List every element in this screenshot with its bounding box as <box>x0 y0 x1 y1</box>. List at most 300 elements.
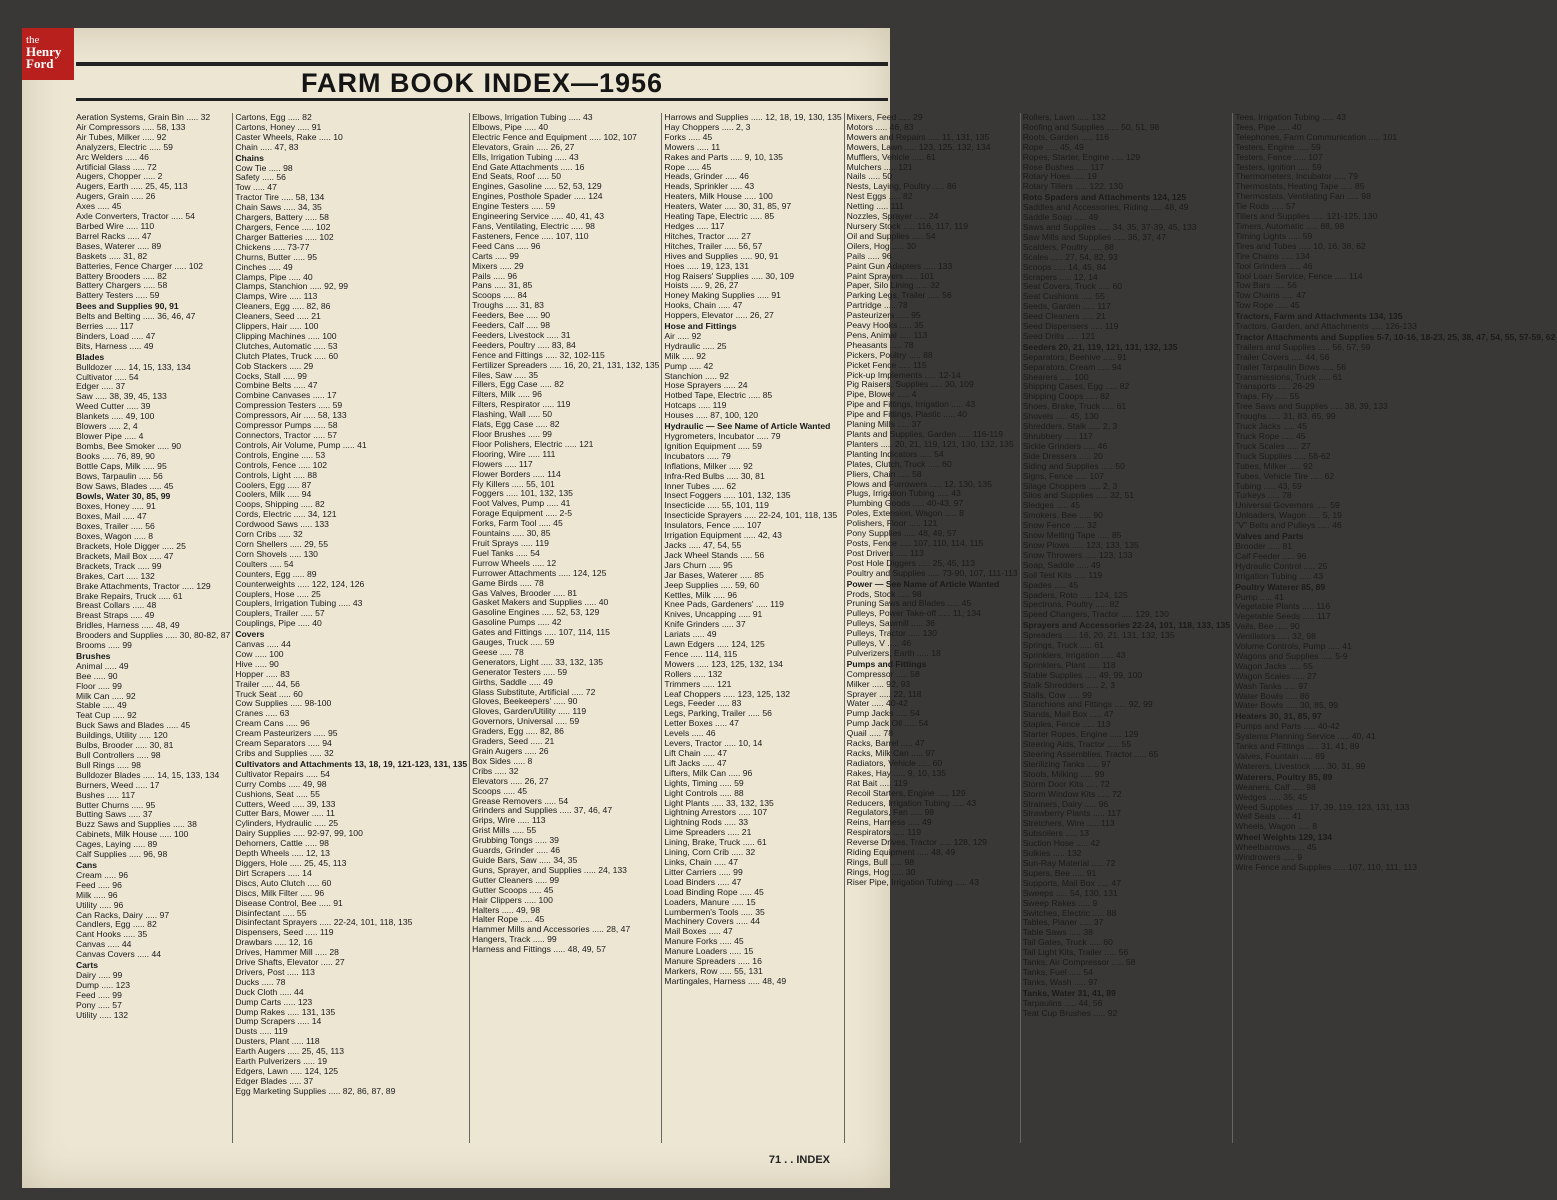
index-entry: Gas Valves, Brooder ..... 81 <box>472 587 578 598</box>
index-entry: Forks ..... 45 <box>664 131 713 142</box>
index-entry: Teat Cup ..... 92 <box>76 710 137 721</box>
index-entry: Pipe, Blower ..... 4 <box>846 389 917 400</box>
index-entry: Brooms ..... 99 <box>76 640 132 651</box>
index-entry: Pump Jacks ..... 54 <box>846 708 920 719</box>
index-entry: Picket Fence ..... 115 <box>846 359 927 370</box>
index-entry: Veils, Bee ..... 90 <box>1235 621 1300 632</box>
index-entry: Pump Jack Oil ..... 54 <box>846 718 929 729</box>
index-entry: Side Dressers ..... 20 <box>1022 450 1103 461</box>
logo-line-1: the <box>26 34 40 46</box>
index-entry: Geese ..... 78 <box>472 646 524 657</box>
index-entry: Flower Borders ..... 114 <box>472 468 561 479</box>
index-entry: Starter Ropes, Engine ..... 129 <box>1022 729 1139 740</box>
index-entry: Flowers ..... 117 <box>472 458 533 469</box>
index-entry: Foggers ..... 101, 132, 135 <box>472 488 573 499</box>
index-entry: Stable Supplies ..... 49, 99, 100 <box>1022 669 1143 680</box>
index-entry: Lift Chain ..... 47 <box>664 748 727 758</box>
index-entry: Belts and Belting ..... 36, 46, 47 <box>76 311 196 322</box>
index-entry: Cleaners, Seed ..... 21 <box>235 311 321 322</box>
index-entry: Clamps, Wire ..... 113 <box>235 291 318 302</box>
index-entry: Bottle Caps, Milk ..... 95 <box>76 460 167 471</box>
index-entry: Lights, Timing ..... 59 <box>664 777 744 788</box>
index-entry: Rings, Bull ..... 98 <box>846 856 915 867</box>
index-entry: Gates and Fittings ..... 107, 114, 115 <box>472 627 610 638</box>
index-entry: Flashing, Wall ..... 50 <box>472 409 553 420</box>
index-entry: Planting Indicators ..... 54 <box>846 448 944 459</box>
index-entry: Tree Saws and Supplies ..... 38, 39, 133 <box>1235 401 1388 412</box>
index-entry: Wheels, Wagon ..... 8 <box>1235 821 1318 832</box>
index-entry: Truck Seat ..... 60 <box>235 688 303 699</box>
index-entry: Cabinets, Milk House ..... 100 <box>76 829 189 840</box>
index-entry: Tire Chains ..... 134 <box>1235 250 1310 261</box>
index-entry: Cultivator Repairs ..... 54 <box>235 768 330 779</box>
index-entry: Letter Boxes ..... 47 <box>664 718 739 729</box>
title-rule-bottom <box>76 98 888 101</box>
index-entry: Gloves, Beekeepers' ..... 90 <box>472 696 578 707</box>
index-entry: Rakes and Parts ..... 9, 10, 135 <box>664 151 783 162</box>
index-entry: Manure Forks ..... 45 <box>664 936 744 947</box>
index-entry: Elevators, Grain ..... 26, 27 <box>472 141 575 152</box>
index-entry: Cant Hooks ..... 35 <box>76 929 148 940</box>
index-entry: Steering Aids, Tractor ..... 55 <box>1022 739 1132 750</box>
index-entry: Pulleys, Tractor ..... 130 <box>846 628 937 639</box>
index-entry: Game Birds ..... 78 <box>472 577 544 588</box>
index-entry: Electric Fence and Equipment ..... 102, 107 <box>472 131 637 142</box>
index-entry: Controls, Light ..... 88 <box>235 469 317 480</box>
index-entry: Hopper ..... 83 <box>235 668 290 679</box>
index-entry: Gutter Cleaners ..... 99 <box>472 874 560 885</box>
index-entry: Truck Rope ..... 45 <box>1235 431 1306 441</box>
index-entry: Boxes, Honey ..... 91 <box>76 501 156 512</box>
index-entry: Sweeps ..... 54, 130, 131 <box>1022 887 1118 898</box>
index-entry: Pumps and Fittings <box>846 658 927 669</box>
index-entry: Shoes, Brake, Truck ..... 61 <box>1022 401 1127 412</box>
index-entry: Brackets, Hole Digger ..... 25 <box>76 540 186 551</box>
index-entry: Tanks, Fuel ..... 54 <box>1022 966 1093 977</box>
index-entry: Jars Churn ..... 95 <box>664 559 733 570</box>
index-entry: Bridles, Harness ..... 48, 49 <box>76 620 180 631</box>
index-entry: Steering Assemblies, Tractor ..... 65 <box>1022 749 1159 759</box>
index-entry: Wash Tanks ..... 97 <box>1235 680 1308 691</box>
index-entry: Tow Chains ..... 47 <box>1235 290 1306 301</box>
index-entry: Clamps, Pipe ..... 40 <box>235 271 313 282</box>
index-entry: Thermostats, Ventilating Fan ..... 98 <box>1235 191 1371 202</box>
index-entry: Fillers, Egg Case ..... 82 <box>472 379 564 390</box>
index-entry: Knee Pads, Gardeners' ..... 119 <box>664 599 784 610</box>
index-entry: Roto Spaders and Attachments 124, 125 <box>1022 192 1187 203</box>
index-entry: Can Racks, Dairy ..... 97 <box>76 909 170 920</box>
index-entry: Lariats ..... 49 <box>664 629 717 640</box>
index-entry: Snow Melting Tape ..... 85 <box>1022 530 1122 541</box>
index-entry: Heads, Sprinkler ..... 43 <box>664 181 755 192</box>
index-entry: Cocks, Stall ..... 99 <box>235 370 307 381</box>
index-entry: Telephones, Farm Communication ..... 101 <box>1235 131 1398 142</box>
index-entry: Inflations, Milker ..... 92 <box>664 460 753 471</box>
index-entry: Load Binding Rope ..... 45 <box>664 886 764 897</box>
index-entry: Coulters ..... 54 <box>235 558 294 569</box>
index-entry: Sledges ..... 45 <box>1022 500 1081 511</box>
index-entry: Cylinders, Hydraulic ..... 25 <box>235 818 338 829</box>
index-entry: Riding Equipment ..... 48, 49 <box>846 847 956 858</box>
index-entry: Trimmers ..... 121 <box>664 678 732 689</box>
index-entry: Truck Jacks ..... 45 <box>1235 421 1307 432</box>
index-entry: Barrel Racks ..... 47 <box>76 230 152 241</box>
index-entry: Nozzles, Sprayer ..... 24 <box>846 211 939 222</box>
index-entry: Gasoline Pumps ..... 42 <box>472 617 562 628</box>
index-entry: Weaners, Calf ..... 98 <box>1235 781 1316 792</box>
index-entry: Carts <box>76 960 98 971</box>
index-entry: Reins, Harness ..... 49 <box>846 817 932 828</box>
index-entry: Scoops ..... 14, 45, 84 <box>1022 261 1107 272</box>
index-entry: Lightning Arrestors ..... 107 <box>664 807 768 818</box>
index-entry: Racks, Barrel ..... 47 <box>846 738 925 749</box>
index-entry: Animal ..... 49 <box>76 660 129 671</box>
index-entry: Gutter Scoops ..... 45 <box>472 884 554 895</box>
index-entry: Pumps and Parts ..... 40-42 <box>1235 721 1340 732</box>
index-entry: Ells, Irrigation Tubing ..... 43 <box>472 151 579 162</box>
index-entry: Tow Rope ..... 45 <box>1235 300 1300 311</box>
index-entry: Pony Supplies ..... 48, 49, 57 <box>846 528 957 539</box>
index-entry: Cribs and Supplies ..... 32 <box>235 748 334 758</box>
index-entry: Arc Welders ..... 46 <box>76 151 149 162</box>
index-entry: Filters, Milk ..... 96 <box>472 389 542 400</box>
index-entry: Charger Batteries ..... 102 <box>235 231 334 242</box>
index-column-7 <box>1232 113 1557 1143</box>
index-entry: Axle Converters, Tractor ..... 54 <box>76 211 195 222</box>
index-entry: Table Saws ..... 38 <box>1022 927 1093 938</box>
index-entry: Foot Valves, Pump ..... 41 <box>472 498 571 509</box>
index-entry: Hotcaps ..... 119 <box>664 400 727 411</box>
index-entry: Buzz Saws and Supplies ..... 38 <box>76 819 197 830</box>
index-entry: Elevators ..... 26, 27 <box>472 775 549 786</box>
index-entry: Transmissions, Truck ..... 61 <box>1235 371 1343 382</box>
index-entry: Cartons, Egg ..... 82 <box>235 112 312 122</box>
index-entry: Files, Saw ..... 35 <box>472 369 539 380</box>
index-entry: Supers, Bee ..... 91 <box>1022 867 1097 878</box>
index-entry: Discs, Auto Clutch ..... 60 <box>235 877 332 888</box>
index-entry: Nest Eggs ..... 82 <box>846 191 913 202</box>
index-entry: Binders, Load ..... 47 <box>76 330 156 341</box>
index-entry: Paper, Silo Lining ..... 32 <box>846 280 940 291</box>
index-entry: Shipping Cases, Egg ..... 82 <box>1022 381 1130 392</box>
index-entry: Plates, Clutch, Truck ..... 60 <box>846 458 952 469</box>
index-entry: Insecticide Sprayers ..... 22-24, 101, 118, 135 <box>664 510 838 521</box>
index-entry: Corn Shovels ..... 130 <box>235 548 318 559</box>
index-entry: Glass Substitute, Artificial ..... 72 <box>472 686 596 697</box>
index-entry: End Seats, Roof ..... 50 <box>472 171 561 182</box>
index-entry: Traps, Fly ..... 55 <box>1235 391 1300 402</box>
index-entry: Fans, Ventilating, Electric ..... 98 <box>472 220 595 231</box>
index-entry: Graders, Egg ..... 82, 86 <box>472 726 564 737</box>
index-entry: Dusts ..... 119 <box>235 1026 288 1037</box>
index-entry: Pans ..... 31, 85 <box>472 280 533 291</box>
index-entry: Blower Pipe ..... 4 <box>76 431 144 441</box>
index-entry: Storm Window Kits ..... 72 <box>1022 788 1122 799</box>
index-entry: Gloves, Garden/Utility ..... 119 <box>472 706 587 717</box>
index-entry: Cow Supplies ..... 98-100 <box>235 698 332 709</box>
index-entry: Tillers and Supplies ..... 121-125, 130 <box>1235 211 1378 222</box>
index-entry: Separators, Beehive ..... 91 <box>1022 351 1127 362</box>
index-entry: Rakes, Hay ..... 9, 10, 135 <box>846 767 947 778</box>
index-entry: Edger ..... 37 <box>76 381 126 392</box>
index-entry: Loaders, Manure ..... 15 <box>664 896 756 907</box>
index-entry: Gasoline Engines ..... 52, 53, 129 <box>472 607 600 618</box>
index-entry: Stalk Shredders ..... 2, 3 <box>1022 679 1115 690</box>
index-entry: Scales ..... 27, 54, 82, 93 <box>1022 251 1118 262</box>
index-entry: Vegetable Plants ..... 116 <box>1235 601 1331 612</box>
index-entry: Mufflers, Vehicle ..... 61 <box>846 151 936 162</box>
index-entry: Sweep Rakes ..... 9 <box>1022 897 1098 908</box>
index-entry: Pipe and Fittings, Plastic ..... 40 <box>846 409 968 420</box>
index-entry: Tables, Planer ..... 37 <box>1022 917 1104 928</box>
index-entry: Feed ..... 96 <box>76 879 122 890</box>
index-entry: Stanchion ..... 92 <box>664 370 729 381</box>
index-entry: Batteries, Fence Charger ..... 102 <box>76 260 204 271</box>
title-rule-top <box>76 62 888 66</box>
index-entry: Dump ..... 123 <box>76 979 130 990</box>
index-entry: Switches, Electric ..... 88 <box>1022 907 1117 918</box>
index-entry: Rope ..... 45, 49 <box>1022 141 1084 152</box>
index-entry: Nails ..... 50 <box>846 171 893 182</box>
index-entry: Post Hole Diggers ..... 25, 45, 113 <box>846 557 975 568</box>
index-entry: Lift Jacks ..... 47 <box>664 757 727 768</box>
index-entry: Plows and Furrowers ..... 12, 130, 135 <box>846 478 992 489</box>
index-entry: Air ..... 92 <box>664 330 702 341</box>
index-entry: Calf Feeder ..... 96 <box>1235 550 1307 561</box>
index-entry: Separators, Cream ..... 94 <box>1022 361 1122 372</box>
index-entry: Plugs, Irrigation Tubing ..... 43 <box>846 488 961 499</box>
index-entry: Rope ..... 45 <box>664 161 712 172</box>
index-entry: Ventilators ..... 32, 98 <box>1235 631 1316 642</box>
index-entry: Soil Test Kits ..... 119 <box>1022 569 1103 580</box>
index-column-1 <box>74 113 232 1143</box>
index-entry: Oilers, Hog ..... 30 <box>846 240 916 251</box>
index-entry: Irrigation Equipment ..... 42, 43 <box>664 530 782 541</box>
index-entry: Chains <box>235 152 264 163</box>
index-entry: Boxes, Mail ..... 47 <box>76 511 147 522</box>
index-entry: Sprayers and Accessories 22-24, 101, 118, 133, 135 <box>1022 620 1231 631</box>
index-entry: Levels ..... 46 <box>664 728 716 739</box>
index-entry: Feeders, Poultry ..... 83, 84 <box>472 339 576 350</box>
index-entry: Tow Bars ..... 56 <box>1235 280 1297 291</box>
index-entry: Racks, Milk Can ..... 97 <box>846 748 936 758</box>
index-entry: Pliers, Chain ..... 58 <box>846 468 922 479</box>
index-entry: Breast Collars ..... 48 <box>76 600 157 611</box>
index-entry: Grain Augers ..... 26 <box>472 746 549 756</box>
index-entry: Battery Testers ..... 59 <box>76 290 160 301</box>
index-entry: Cinches ..... 49 <box>235 261 293 272</box>
index-entry: Systems Planning Service ..... 40, 41 <box>1235 731 1376 742</box>
index-entry: Hive ..... 90 <box>235 658 279 669</box>
index-entry: Legs, Feeder ..... 83 <box>664 698 742 709</box>
index-entry: Leaf Choppers ..... 123, 125, 132 <box>664 688 791 699</box>
index-entry: Machinery Covers ..... 44 <box>664 916 760 927</box>
index-entry: Pails ..... 96 <box>472 270 518 281</box>
index-entry: Depth Wheels ..... 12, 13 <box>235 848 330 859</box>
index-entry: Planters ..... 20, 21, 119, 121, 130, 132, 135 <box>846 438 1014 449</box>
index-entry: Dump Scrapers ..... 14 <box>235 1016 322 1027</box>
index-entry: Rollers ..... 132 <box>664 668 723 679</box>
index-entry: Insulators, Fence ..... 107 <box>664 520 762 531</box>
index-entry: Cribs ..... 32 <box>472 765 519 776</box>
index-entry: Boxes, Wagon ..... 8 <box>76 531 154 542</box>
index-entry: Fasteners, Fence ..... 107, 110 <box>472 230 589 241</box>
index-entry: Chargers, Battery ..... 58 <box>235 212 329 223</box>
index-entry: Guards, Grinder ..... 46 <box>472 845 561 856</box>
index-entry: Sulkies ..... 132 <box>1022 848 1082 859</box>
index-entry: Cow ..... 100 <box>235 648 284 659</box>
index-entry: Heaters 30, 31, 85, 97 <box>1235 711 1322 722</box>
index-entry: Milk ..... 92 <box>664 350 706 361</box>
index-entry: Sprayer ..... 22, 118 <box>846 688 922 699</box>
index-entry: Inner Tubes ..... 62 <box>664 480 737 491</box>
index-entry: Incubators ..... 79 <box>664 450 731 461</box>
index-entry: Quail ..... 78 <box>846 728 893 739</box>
index-entry: Blades <box>76 351 105 362</box>
index-entry: Rotary Hoes ..... 19 <box>1022 171 1097 182</box>
index-entry: Mail Boxes ..... 47 <box>664 926 733 937</box>
index-entry: Regulators, Fan ..... 98 <box>846 807 935 818</box>
index-entry: Feeders, Livestock ..... 31 <box>472 329 571 340</box>
index-entry: Diggers, Hole ..... 25, 45, 113 <box>235 857 347 868</box>
index-entry: Brakes, Cart ..... 132 <box>76 570 155 581</box>
index-entry: Cream Cans ..... 96 <box>235 718 310 729</box>
index-entry: Halters ..... 49, 98 <box>472 904 540 915</box>
index-entry: Spectrons, Poultry ..... 82 <box>1022 599 1120 610</box>
index-entry: Heaters, Milk House ..... 100 <box>664 191 773 202</box>
index-entry: Tanks and Fittings ..... 31, 41, 89 <box>1235 741 1360 752</box>
index-entry: Buildings, Utility ..... 120 <box>76 730 168 741</box>
index-entry: Air Tubes, Milker ..... 92 <box>76 131 167 142</box>
index-entry: Hose Sprayers ..... 24 <box>664 380 748 391</box>
index-entry: Bee ..... 90 <box>76 670 118 681</box>
index-entry: Box Sides ..... 8 <box>472 755 533 766</box>
index-entry: Sun-Ray Material ..... 72 <box>1022 857 1116 868</box>
index-entry: Hitches, Tractor ..... 27 <box>664 230 751 241</box>
index-entry: Honey Making Supplies ..... 91 <box>664 290 781 301</box>
index-entry: Silos and Supplies ..... 32, 51 <box>1022 490 1134 501</box>
index-entry: Riser Pipe, Irrigation Tubing ..... 43 <box>846 876 979 887</box>
index-entry: Sterilizing Tanks ..... 97 <box>1022 758 1111 769</box>
index-entry: Bees and Supplies 90, 91 <box>76 301 179 312</box>
index-entry: Shrubbery ..... 117 <box>1022 431 1093 441</box>
index-entry: Load Binders ..... 47 <box>664 876 742 887</box>
index-entry: Polishers, Floor ..... 121 <box>846 518 938 529</box>
index-column-2 <box>232 113 469 1143</box>
index-entry: Thermostats, Heating Tape ..... 85 <box>1235 181 1365 192</box>
index-entry: Governors, Universal ..... 59 <box>472 716 580 727</box>
index-entry: Planing Mills ..... 37 <box>846 419 922 430</box>
index-entry: Battery Chargers ..... 58 <box>76 280 168 291</box>
index-entry: Pump ..... 41 <box>1235 591 1284 602</box>
index-entry: Cartons, Honey ..... 91 <box>235 121 322 132</box>
index-entry: Springs, Truck ..... 61 <box>1022 640 1104 651</box>
index-entry: Markers, Row ..... 55, 131 <box>664 965 763 976</box>
index-entry: "V" Belts and Pulleys ..... 46 <box>1235 520 1342 531</box>
index-entry: Irrigation Tubing ..... 43 <box>1235 570 1324 581</box>
index-entry: Hoists ..... 9, 26, 27 <box>664 280 739 291</box>
index-entry: Spades ..... 45 <box>1022 579 1079 590</box>
index-entry: Wire Fence and Supplies ..... 107, 110, 111, 113 <box>1235 861 1418 872</box>
index-entry: Drawbars ..... 12, 16 <box>235 937 313 948</box>
index-entry: Butting Saws ..... 37 <box>76 809 153 820</box>
index-entry: Dehorners, Cattle ..... 98 <box>235 838 329 849</box>
index-entry: Jar Bases, Waterer ..... 85 <box>664 569 764 580</box>
index-entry: Wheelbarrows ..... 45 <box>1235 842 1317 853</box>
index-entry: Halter Rope ..... 45 <box>472 914 545 925</box>
index-entry: Girths, Saddle ..... 49 <box>472 676 553 687</box>
index-entry: Chickens ..... 73-77 <box>235 241 310 252</box>
index-entry: Engine Testers ..... 59 <box>472 201 556 212</box>
index-entry: Clutches, Automatic ..... 53 <box>235 340 338 351</box>
index-entry: Duck Cloth ..... 44 <box>235 986 304 997</box>
index-entry: Couplers, Irrigation Tubing ..... 43 <box>235 598 363 609</box>
index-entry: Chargers, Fence ..... 102 <box>235 221 331 232</box>
index-entry: Smokers, Bee ..... 90 <box>1022 510 1103 521</box>
index-entry: Parking Legs, Trailer ..... 56 <box>846 290 952 301</box>
index-entry: Tires and Tubes ..... 10, 16, 38, 62 <box>1235 240 1366 251</box>
index-entry: Reducers, Irrigation Tubing ..... 43 <box>846 797 977 808</box>
index-entry: Hotbed Tape, Electric ..... 85 <box>664 390 773 401</box>
index-entry: Drives, Hammer Mill ..... 28 <box>235 947 339 958</box>
index-entry: Tees, Pipe ..... 40 <box>1235 121 1302 132</box>
index-entry: Universal Governors ..... 59 <box>1235 500 1340 511</box>
index-entry: Clippers, Hair ..... 100 <box>235 321 319 332</box>
index-entry: Supports, Mail Box ..... 47 <box>1022 877 1122 888</box>
index-entry: Tractors, Garden, and Attachments ..... 126-133 <box>1235 321 1417 332</box>
index-entry: Siding and Supplies ..... 50 <box>1022 460 1125 471</box>
index-entry: Trailer Tarpaulin Bows ..... 56 <box>1235 361 1347 372</box>
index-entry: Pump ..... 42 <box>664 360 714 371</box>
index-entry: Stalls, Cow ..... 99 <box>1022 689 1092 700</box>
index-entry: Suction Hose ..... 42 <box>1022 838 1101 849</box>
index-entry: Mowers, Lawn ..... 123, 125, 132, 134 <box>846 141 991 152</box>
index-entry: Battery Brooders ..... 82 <box>76 270 167 281</box>
index-entry: Bits, Harness ..... 49 <box>76 340 154 351</box>
index-entry: Guide Bars, Saw ..... 34, 35 <box>472 854 578 865</box>
index-entry: Flats, Egg Case ..... 82 <box>472 419 560 430</box>
index-entry: Burners, Weed ..... 17 <box>76 779 160 790</box>
index-entry: Spaders, Roto ..... 124, 125 <box>1022 589 1128 600</box>
index-entry: Troughs ..... 31, 83 <box>472 300 544 311</box>
index-entry: Reverse Drives, Tractor ..... 128, 129 <box>846 837 988 848</box>
index-entry: Trailer Covers ..... 44, 56 <box>1235 351 1330 362</box>
index-entry: Grips, Wire ..... 113 <box>472 815 546 826</box>
index-entry: Shredders, Stalk ..... 2, 3 <box>1022 421 1118 432</box>
index-entry: Spreaders ..... 16, 20, 21, 131, 132, 135 <box>1022 630 1175 641</box>
index-entry: Wagons and Supplies ..... 5-9 <box>1235 650 1348 661</box>
index-entry: Lime Spreaders ..... 21 <box>664 827 752 838</box>
index-entry: Buck Saws and Blades ..... 45 <box>76 720 191 731</box>
index-entry: Coolers, Egg ..... 87 <box>235 479 312 490</box>
index-entry: Tanks, Water 31, 41, 89 <box>1022 987 1116 998</box>
index-entry: Rose Bushes ..... 117 <box>1022 161 1105 172</box>
index-entry: Controls, Engine ..... 53 <box>235 449 326 460</box>
index-entry: Well Seals ..... 41 <box>1235 811 1302 822</box>
index-entry: Artificial Glass ..... 72 <box>76 161 157 172</box>
index-entry: Tractor Attachments and Supplies 5-7, 10-16, 18-23, 25, 38, 47, 54, 55, 57-59, 62 <box>1235 331 1556 342</box>
index-entry: Saw Mills and Supplies ..... 36, 37, 47 <box>1022 231 1166 242</box>
index-entry: Power — See Name of Article Wanted <box>846 578 1000 589</box>
index-entry: Drivers, Post ..... 113 <box>235 966 315 977</box>
logo-line-3: Ford <box>26 56 54 71</box>
index-entry: Chain Saws ..... 34, 35 <box>235 202 322 213</box>
index-entry: Mowers and Repairs ..... 11, 131, 135 <box>846 131 990 142</box>
index-entry: Hammer Mills and Accessories ..... 28, 47 <box>472 924 631 935</box>
index-entry: Controls, Air Volume, Pump ..... 41 <box>235 439 367 450</box>
index-entry: Milker ..... 92, 93 <box>846 678 911 689</box>
index-entry: Controls, Fence ..... 102 <box>235 459 328 470</box>
